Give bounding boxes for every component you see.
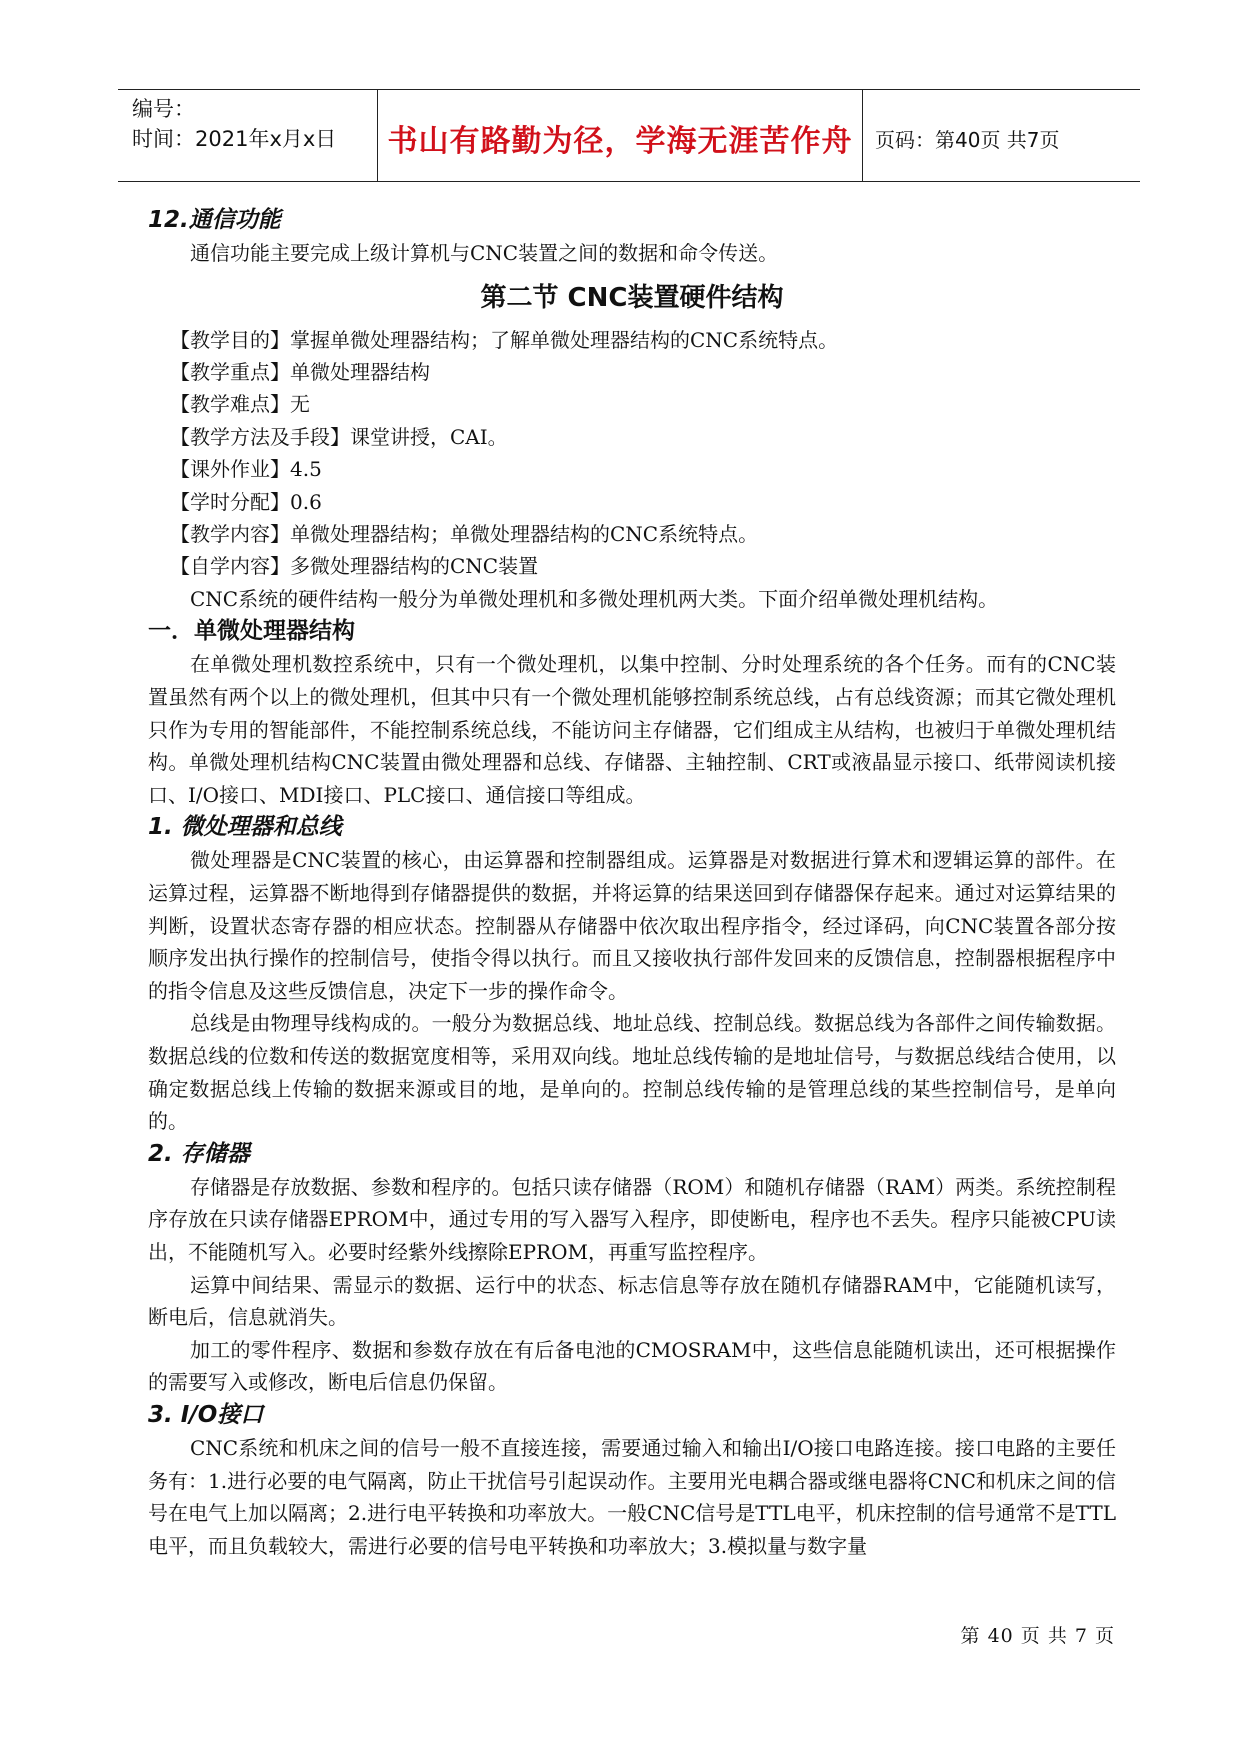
section-heading: 12.通信功能 bbox=[148, 207, 281, 233]
header-motto: 书山有路勤为径，学海无涯苦作舟 bbox=[387, 124, 853, 159]
meta-line: 【教学难点】无 bbox=[170, 392, 310, 417]
time-label: 时间：2021年x月x日 bbox=[132, 127, 337, 151]
subsection-heading: 3. I/O接口 bbox=[148, 1401, 264, 1428]
paragraph: 运算中间结果、需显示的数据、运行中的状态、标志信息等存放在随机存储器RAM中，它能随机读写，断电后，信息就消失。 bbox=[148, 1272, 1116, 1330]
page-footer: 第 40 页 共 7 页 bbox=[960, 1625, 1115, 1647]
teaching-meta bbox=[148, 324, 1116, 583]
chapter-title: 第二节 CNC装置硬件结构 bbox=[480, 282, 784, 313]
meta-line: 【教学重点】单微处理器结构 bbox=[170, 360, 430, 384]
meta-line: 【课外作业】4.5 bbox=[170, 457, 322, 482]
meta-line: 【学时分配】0.6 bbox=[170, 489, 322, 514]
paragraph: 微处理器是CNC装置的核心，由运算器和控制器组成。运算器是对数据进行算术和逻辑运算的部件。在运算过程，运算器不断地得到存储器提供的数据，并将运算的结果送回到存储器保存起来。通过对运算结果的判断，设置状态寄存器的相应状态。控制器从存储器中依次取出程序指令，经过译码，向CNC装置各部分按顺序发出执行操作的控制信号，使指令得以执行。而且又接收执行部件发回来的反馈信息，控制器根据程序中的指令信息及这些反馈信息，决定下一步的操作命令。 bbox=[148, 848, 1116, 1003]
paragraph: 通信功能主要完成上级计算机与CNC装置之间的数据和命令传送。 bbox=[190, 241, 779, 265]
paragraph: 在单微处理机数控系统中，只有一个微处理机，以集中控制、分时处理系统的各个任务。而有的CNC装置虽然有两个以上的微处理机，但其中只有一个微处理机能够控制系统总线，占有总线资源；而其它微处理机只作为专用的智能部件，不能控制系统总线，不能访问主存储器，它们组成主从结构，也被归于单微处理机结构。单微处理机结构CNC装置由微处理器和总线、存储器、主轴控制、CRT或液晶显示接口、纸带阅读机接口、I/O接口、MDI接口、PLC接口、通信接口等组成。 bbox=[148, 652, 1116, 807]
subsection-heading: 2. 存储器 bbox=[148, 1140, 250, 1167]
paragraph: 存储器是存放数据、参数和程序的。包括只读存储器（ROM）和随机存储器（RAM）两类。系统控制程序存放在只读存储器EPROM中，通过专用的写入器写入程序，即使断电，程序也不丢失。程序只能被CPU读出，不能随机写入。必要时经紫外线擦除EPROM，再重写监控程序。 bbox=[148, 1174, 1116, 1264]
page-header bbox=[118, 89, 1140, 182]
number-label: 编号： bbox=[132, 97, 195, 121]
paragraph: 总线是由物理导线构成的。一般分为数据总线、地址总线、控制总线。数据总线为各部件之间传输数据。数据总线的位数和传送的数据宽度相等，采用双向线。地址总线传输的是地址信号，与数据总线结合使用，以确定数据总线上传输的数据来源或目的地，是单向的。控制总线传输的是管理总线的某些控制信号，是单向的。 bbox=[148, 1011, 1116, 1134]
paragraph: CNC系统和机床之间的信号一般不直接连接，需要通过输入和输出I/O接口电路连接。接口电路的主要任务有：1.进行必要的电气隔离，防止干扰信号引起误动作。主要用光电耦合器或继电器将CNC和机床之间的信号在电气上加以隔离；2.进行电平转换和功率放大。一般CNC信号是TTL电平，机床控制的信号通常不是TTL电平，而且负载较大，需进行必要的信号电平转换和功率放大；3.模拟量与数字量 bbox=[148, 1435, 1116, 1558]
paragraph: 加工的零件程序、数据和参数存放在有后备电池的CMOSRAM中，这些信息能随机读出，还可根据操作的需要写入或修改，断电后信息仍保留。 bbox=[148, 1337, 1116, 1395]
meta-line: 【教学目的】掌握单微处理器结构；了解单微处理器结构的CNC系统特点。 bbox=[170, 327, 839, 352]
section-heading: 一．单微处理器结构 bbox=[148, 618, 355, 645]
meta-line: 【教学内容】单微处理器结构；单微处理器结构的CNC系统特点。 bbox=[170, 522, 759, 547]
header-divider bbox=[862, 90, 863, 181]
meta-line: 【自学内容】多微处理器结构的CNC装置 bbox=[170, 554, 539, 579]
header-page-info: 页码：第40页 共7页 bbox=[875, 128, 1060, 152]
meta-line: 【教学方法及手段】课堂讲授，CAI。 bbox=[170, 424, 508, 449]
header-divider bbox=[377, 90, 378, 181]
paragraph: CNC系统的硬件结构一般分为单微处理机和多微处理机两大类。下面介绍单微处理机结构。 bbox=[190, 586, 999, 611]
document-body bbox=[148, 204, 1116, 1562]
subsection-heading: 1. 微处理器和总线 bbox=[148, 814, 342, 841]
